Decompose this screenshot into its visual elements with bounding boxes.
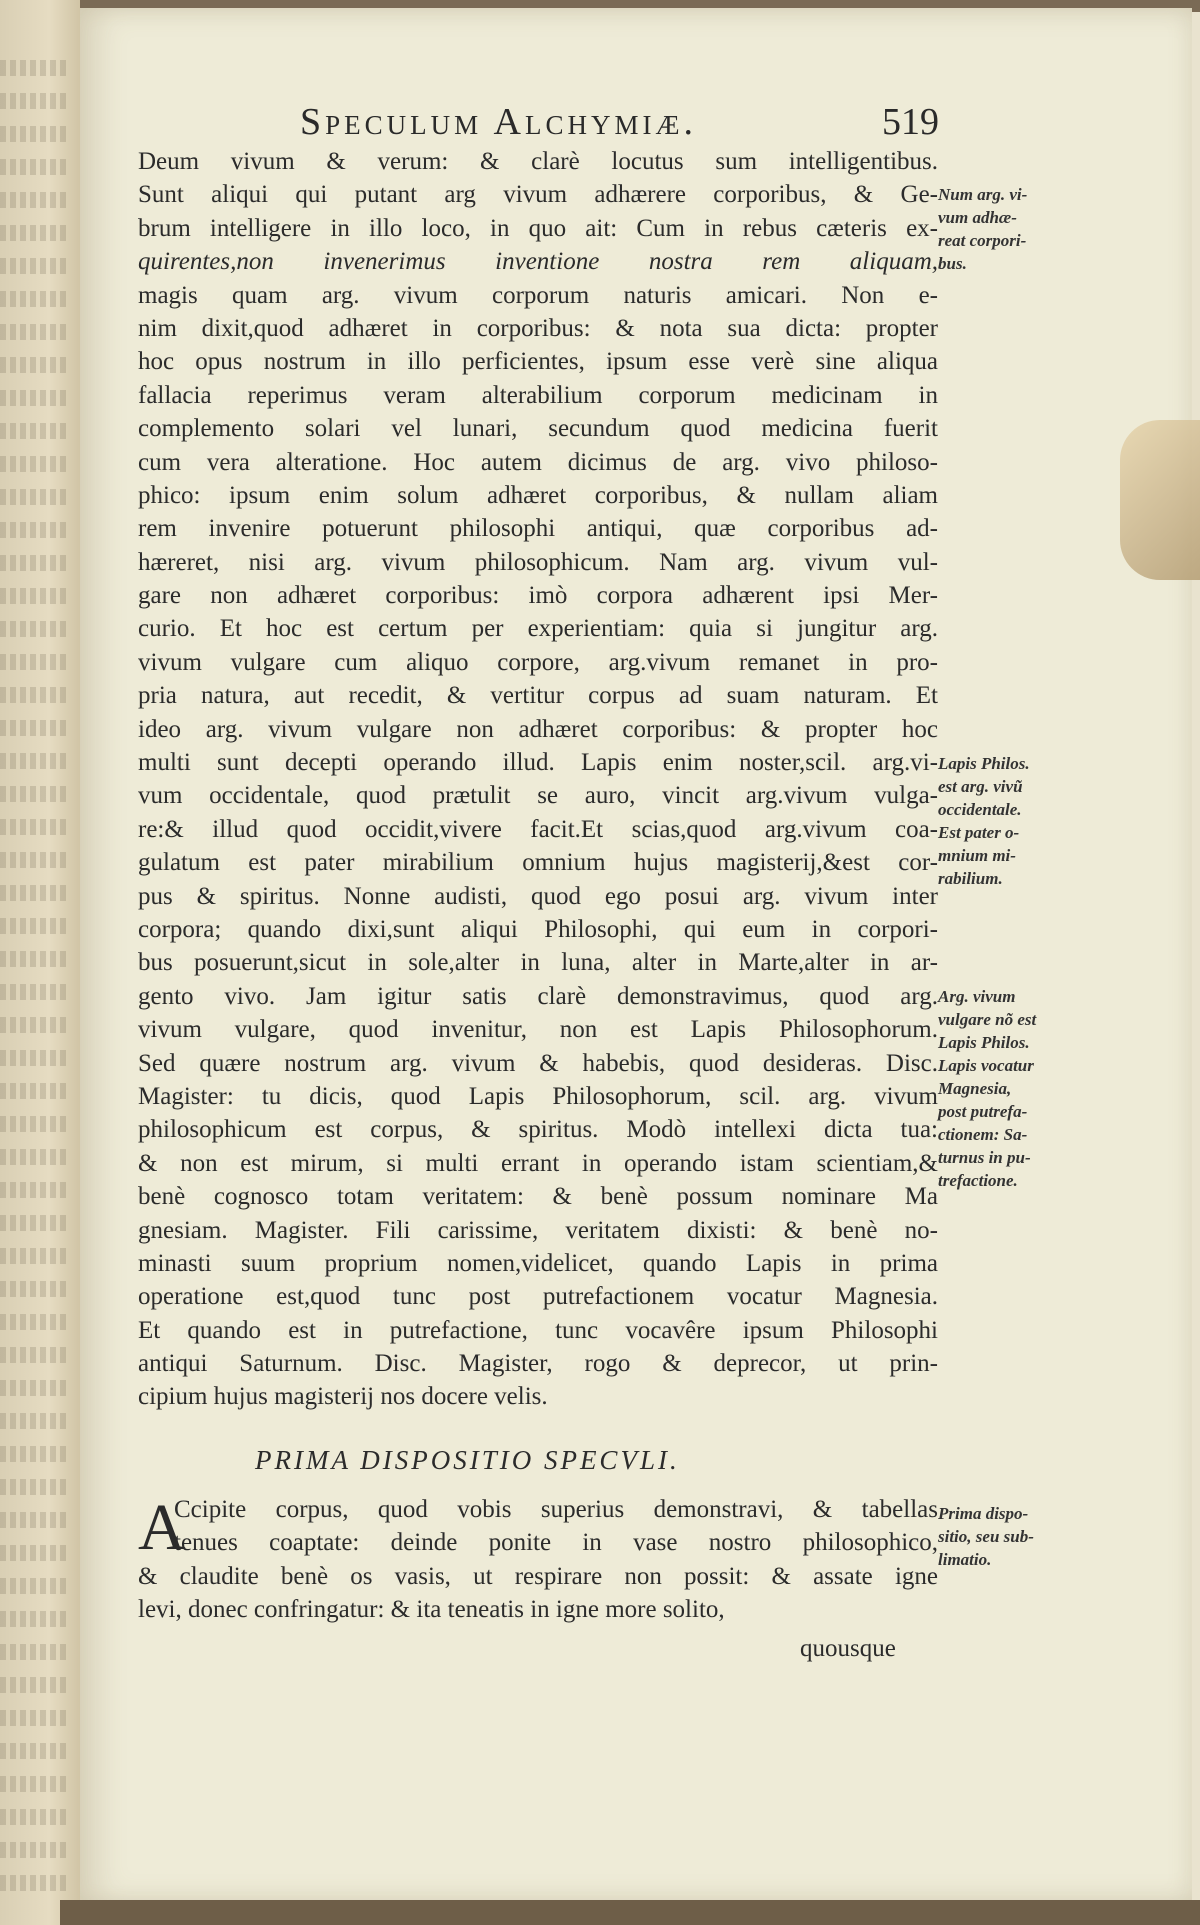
text-line: Ccipite corpus, quod vobis superius demonstravi, & tabellas <box>174 1496 938 1523</box>
adjacent-page-text-shadow <box>0 1215 70 1231</box>
text-line: multi sunt decepti operando illud. Lapis enim noster,scil. arg.vi- <box>138 749 938 777</box>
marginal-note-line: limatio. <box>938 1550 992 1569</box>
section-text-block <box>138 1493 938 1627</box>
text-line: benè cognosco totam veritatem: & benè possum nominare Ma <box>138 1183 938 1211</box>
adjacent-page-text-shadow <box>0 1380 70 1396</box>
marginal-note-line: occidentale. <box>938 800 1022 819</box>
adjacent-page-text-shadow <box>0 1248 70 1264</box>
marginal-note-line: vulgare nõ est <box>938 1010 1037 1029</box>
adjacent-page-text-shadow <box>0 258 70 274</box>
marginal-note <box>938 183 1083 275</box>
text-line: cipium hujus magisterij nos docere velis. <box>138 1383 548 1411</box>
running-title: Speculum Alchymiæ. <box>300 101 697 143</box>
text-line: ideo arg. vivum vulgare non adhæret corporibus: & propter hoc <box>138 715 938 743</box>
adjacent-page-text-shadow <box>0 390 70 406</box>
marginal-note <box>938 985 1083 1192</box>
adjacent-page-text-shadow <box>0 291 70 307</box>
adjacent-page-text-shadow <box>0 1545 70 1561</box>
marginal-note-line: Arg. vivum <box>938 987 1016 1006</box>
adjacent-page-text-shadow <box>0 423 70 439</box>
text-line: pria natura, aut recedit, & vertitur corpus ad suam naturam. Et <box>138 682 938 710</box>
marginal-note-line: Est pater o- <box>938 823 1020 842</box>
text-line: fallacia reperimus veram alterabilium corporum medicinam in <box>138 381 938 409</box>
marginal-note-line: Lapis Philos. <box>938 1033 1030 1052</box>
adjacent-page-text-shadow <box>0 1743 70 1759</box>
adjacent-page-text-shadow <box>0 1347 70 1363</box>
marginal-note <box>938 1502 1083 1571</box>
adjacent-page-edge <box>0 0 82 1925</box>
adjacent-page-text-shadow <box>0 1017 70 1033</box>
text-line: Sed quære nostrum arg. vivum & habebis, quod desideras. Disc. <box>138 1049 938 1077</box>
adjacent-page-text-shadow <box>0 93 70 109</box>
marginal-note-line: reat corpori- <box>938 231 1027 250</box>
adjacent-page-text-shadow <box>0 159 70 175</box>
adjacent-page-text-shadow <box>0 885 70 901</box>
text-line: gulatum est pater mirabilium omnium hujus magisterij,&est cor- <box>138 849 938 877</box>
adjacent-page-text-shadow <box>0 1479 70 1495</box>
text-line: antiqui Saturnum. Disc. Magister, rogo & deprecor, ut prin- <box>138 1350 938 1378</box>
text-line: Magister: tu dicis, quod Lapis Philosophorum, scil. arg. vivum <box>138 1082 938 1110</box>
book-bottom-edge <box>60 1900 1200 1925</box>
adjacent-page-text-shadow <box>0 1116 70 1132</box>
text-line: rem invenire potuerunt philosophi antiqui, quæ corporibus ad- <box>138 515 938 543</box>
adjacent-page-text-shadow <box>0 1842 70 1858</box>
adjacent-page-text-shadow <box>0 753 70 769</box>
marginal-note-line: mnium mi- <box>938 846 1016 865</box>
adjacent-page-text-shadow <box>0 1182 70 1198</box>
marginal-note <box>938 752 1083 890</box>
text-line: & non est mirum, si multi errant in operando istam scientiam,& <box>138 1149 938 1177</box>
adjacent-page-text-shadow <box>0 126 70 142</box>
text-line: minasti suum proprium nomen,videlicet, quando Lapis in prima <box>138 1249 938 1277</box>
adjacent-page-text-shadow <box>0 1611 70 1627</box>
text-line: quirentes,non invenerimus inventione nostra rem aliquam, <box>138 248 938 276</box>
section-heading: PRIMA DISPOSITIO SPECVLI. <box>255 1445 680 1475</box>
adjacent-page-text-shadow <box>0 819 70 835</box>
adjacent-page-text-shadow <box>0 1710 70 1726</box>
text-line: re:& illud quod occidit,vivere facit.Et scias,quod arg.vivum coa- <box>138 815 938 843</box>
text-line: phico: ipsum enim solum adhæret corporibus, & nullam aliam <box>138 481 938 509</box>
adjacent-page-text-shadow <box>0 1281 70 1297</box>
marginal-note-line: Num arg. vi- <box>938 185 1028 204</box>
text-line: operatione est,quod tunc post putrefactionem vocatur Magnesia. <box>138 1283 938 1311</box>
text-line: complemento solari vel lunari, secundum quod medicina fuerit <box>138 415 938 443</box>
adjacent-page-text-shadow <box>0 1512 70 1528</box>
drop-cap: A <box>138 1491 186 1564</box>
adjacent-page-text-shadow <box>0 1314 70 1330</box>
marginal-note-line: Lapis vocatur <box>938 1056 1034 1075</box>
adjacent-page-text-shadow <box>0 489 70 505</box>
adjacent-page-text-shadow <box>0 984 70 1000</box>
text-line: Deum vivum & verum: & clarè locutus sum intelligentibus. <box>138 148 938 175</box>
marginal-note-line: Magnesia, <box>938 1079 1012 1098</box>
marginal-note-line: post putrefa- <box>938 1102 1028 1121</box>
adjacent-page-text-shadow <box>0 60 70 76</box>
adjacent-page-text-shadow <box>0 588 70 604</box>
marginal-note-line: bus. <box>938 254 967 273</box>
text-line: vivum vulgare, quod invenitur, non est Lapis Philosophorum. <box>138 1016 938 1044</box>
text-line: cum vera alteratione. Hoc autem dicimus de arg. vivo philoso- <box>138 448 938 476</box>
adjacent-page-text-shadow <box>0 687 70 703</box>
adjacent-page-text-shadow <box>0 786 70 802</box>
adjacent-page-text-shadow <box>0 1875 70 1891</box>
adjacent-page-text-shadow <box>0 555 70 571</box>
adjacent-page-text-shadow <box>0 522 70 538</box>
text-line: levi, donec confringatur: & ita teneatis in igne more solito, <box>138 1596 725 1624</box>
text-line: pus & spiritus. Nonne audisti, quod ego posui arg. vivum inter <box>138 882 938 910</box>
adjacent-page-text-shadow <box>0 225 70 241</box>
text-line: hæreret, nisi arg. vivum philosophicum. Nam arg. vivum vul- <box>138 548 938 576</box>
marginal-note-line: turnus in pu- <box>938 1148 1031 1167</box>
catchword: quousque <box>800 1635 896 1662</box>
main-text-block <box>138 145 938 1414</box>
adjacent-page-text-shadow <box>0 918 70 934</box>
adjacent-page-text-shadow <box>0 1677 70 1693</box>
adjacent-page-text-shadow <box>0 1446 70 1462</box>
marginal-note-line: sitio, seu sub- <box>938 1527 1034 1546</box>
text-line: brum intelligere in illo loco, in quo ait: Cum in rebus cæteris ex- <box>138 214 938 242</box>
text-line: hoc opus nostrum in illo perficientes, ipsum esse verè sine aliqua <box>138 348 938 376</box>
marginal-note-line: Lapis Philos. <box>938 754 1030 773</box>
adjacent-page-text-shadow <box>0 1149 70 1165</box>
marginal-note-line: rabilium. <box>938 869 1003 888</box>
page-number: 519 <box>882 101 939 143</box>
brush-tuft <box>1120 420 1200 580</box>
text-line: & claudite benè os vasis, ut respirare non possit: & assate igne <box>138 1562 938 1590</box>
text-line: gento vivo. Jam igitur satis clarè demonstravimus, quod arg. <box>138 982 938 1010</box>
text-line: Sunt aliqui qui putant arg vivum adhærere corporibus, & Ge- <box>138 181 938 209</box>
marginal-note-line: trefactione. <box>938 1171 1018 1190</box>
text-line: gnesiam. Magister. Fili carissime, veritatem dixisti: & benè no- <box>138 1216 938 1244</box>
adjacent-page-text-shadow <box>0 1776 70 1792</box>
adjacent-page-text-shadow <box>0 324 70 340</box>
adjacent-page-text-shadow <box>0 621 70 637</box>
adjacent-page-text-shadow <box>0 1809 70 1825</box>
text-line: tenues coaptate: deinde ponite in vase nostro philosophico, <box>174 1529 938 1557</box>
marginal-note-line: Prima dispo- <box>938 1504 1029 1523</box>
adjacent-page-text-shadow <box>0 456 70 472</box>
adjacent-page-text-shadow <box>0 720 70 736</box>
adjacent-page-text-shadow <box>0 951 70 967</box>
text-line: vum occidentale, quod prætulit se auro, vincit arg.vivum vulga- <box>138 782 938 810</box>
text-line: philosophicum est corpus, & spiritus. Modò intellexi dicta tua: <box>138 1116 938 1144</box>
text-line: Et quando est in putrefactione, tunc vocavêre ipsum Philosophi <box>138 1316 938 1344</box>
adjacent-page-text-shadow <box>0 1413 70 1429</box>
text-line: gare non adhæret corporibus: imò corpora adhærent ipsi Mer- <box>138 582 938 610</box>
text-line: bus posuerunt,sicut in sole,alter in luna, alter in Marte,alter in ar- <box>138 949 938 977</box>
text-line: magis quam arg. vivum corporum naturis amicari. Non e- <box>138 281 938 309</box>
marginal-note-line: vum adhæ- <box>938 208 1017 227</box>
text-line: curio. Et hoc est certum per experientiam: quia si jungitur arg. <box>138 615 938 643</box>
marginal-note-line: est arg. vivũ <box>938 777 1023 796</box>
adjacent-page-text-shadow <box>0 654 70 670</box>
adjacent-page-text-shadow <box>0 357 70 373</box>
text-line: nim dixit,quod adhæret in corporibus: & nota sua dicta: propter <box>138 314 938 342</box>
adjacent-page-text-shadow <box>0 1644 70 1660</box>
text-line: vivum vulgare cum aliquo corpore, arg.vivum remanet in pro- <box>138 648 938 676</box>
text-line: corpora; quando dixi,sunt aliqui Philosophi, qui eum in corpori- <box>138 915 938 943</box>
adjacent-page-text-shadow <box>0 1050 70 1066</box>
adjacent-page-text-shadow <box>0 852 70 868</box>
adjacent-page-text-shadow <box>0 1083 70 1099</box>
marginal-note-line: ctionem: Sa- <box>938 1125 1028 1144</box>
adjacent-page-text-shadow <box>0 1578 70 1594</box>
adjacent-page-text-shadow <box>0 192 70 208</box>
